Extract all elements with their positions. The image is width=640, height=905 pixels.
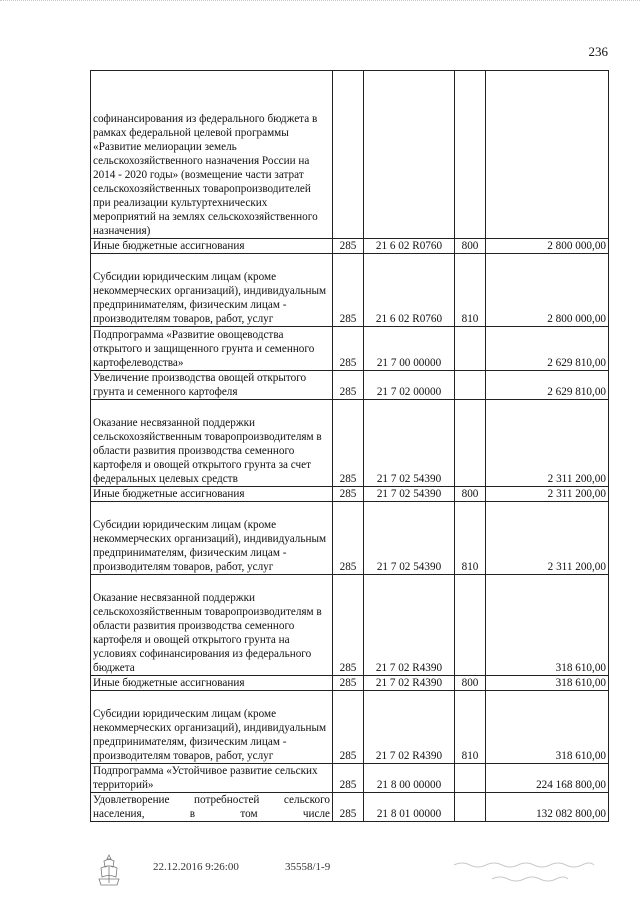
row-sum-cell: 318 610,00 bbox=[486, 575, 609, 676]
table-row bbox=[91, 676, 609, 691]
table-row bbox=[91, 793, 609, 822]
row-name: Подпрограмма «Развитие овощеводства открытого и защищенного грунта и семенного картофелеводства» bbox=[93, 329, 315, 369]
row-name-cell bbox=[91, 239, 333, 254]
row-code-cell: 21 7 02 R4390 bbox=[364, 676, 455, 691]
row-name: Удовлетворение потребностей сельского населения, в том числе bbox=[93, 794, 330, 820]
row-code-cell: 21 7 00 00000 bbox=[364, 327, 455, 371]
row-sum-cell: 2 800 000,00 bbox=[486, 239, 609, 254]
row-vr-cell: 810 bbox=[455, 254, 486, 327]
table-row bbox=[91, 691, 609, 764]
row-name-cell bbox=[91, 764, 333, 793]
row-name-cell bbox=[91, 327, 333, 371]
row-name-cell bbox=[91, 400, 333, 487]
row-adm-cell bbox=[333, 71, 364, 239]
row-name-cell bbox=[91, 254, 333, 327]
row-code-cell: 21 7 02 R4390 bbox=[364, 691, 455, 764]
row-sum-cell bbox=[486, 71, 609, 239]
row-code-cell: 21 7 02 54390 bbox=[364, 400, 455, 487]
illegible-stamp bbox=[452, 855, 600, 885]
footer-doc-number: 35558/1-9 bbox=[285, 861, 331, 873]
row-name-cell bbox=[91, 793, 333, 822]
row-name: софинансирования из федерального бюджета в рамках федеральной целевой программы «Развитие мелиорации земель сельскохозяйственного назначения России на 2014 - 2020 годы» (возмещение части затрат сельскохозяйственных товаропроизводителей при реализации культуртехнических мероприятий на землях сельскохозяйственного назначения) bbox=[93, 113, 318, 237]
row-name: Увеличение производства овощей открытого грунта и семенного картофеля bbox=[93, 372, 307, 398]
row-name: Субсидии юридическим лицам (кроме некоммерческих организаций), индивидуальным предпринимателям, физическим лицам - производителям товаров, работ, услуг bbox=[93, 519, 327, 573]
row-name: Субсидии юридическим лицам (кроме некоммерческих организаций), индивидуальным предпринимателям, физическим лицам - производителям товаров, работ, услуг bbox=[93, 271, 327, 325]
row-name-cell bbox=[91, 502, 333, 575]
scan-edge bbox=[0, 0, 640, 7]
row-sum-cell: 318 610,00 bbox=[486, 676, 609, 691]
row-sum-cell: 318 610,00 bbox=[486, 691, 609, 764]
table-row bbox=[91, 254, 609, 327]
row-code-cell: 21 6 02 R0760 bbox=[364, 254, 455, 327]
row-name: Иные бюджетные ассигнования bbox=[93, 240, 245, 252]
row-name-cell bbox=[91, 691, 333, 764]
row-adm-cell: 285 bbox=[333, 371, 364, 400]
row-vr-cell: 800 bbox=[455, 487, 486, 502]
page-number: 236 bbox=[588, 44, 608, 59]
row-sum-cell: 224 168 800,00 bbox=[486, 764, 609, 793]
row-sum-cell: 2 629 810,00 bbox=[486, 371, 609, 400]
row-vr-cell bbox=[455, 400, 486, 487]
row-name-cell bbox=[91, 575, 333, 676]
table-row bbox=[91, 71, 609, 239]
row-name: Оказание несвязанной поддержки сельскохозяйственным товаропроизводителям в области развития производства семенного картофеля и овощей открытого грунта на условиях софинансирования из федерального бюджета bbox=[93, 592, 322, 674]
table-row bbox=[91, 487, 609, 502]
table-row bbox=[91, 575, 609, 676]
row-name: Подпрограмма «Устойчивое развитие сельских территорий» bbox=[93, 765, 318, 791]
row-name: Иные бюджетные ассигнования bbox=[93, 677, 245, 689]
row-vr-cell: 800 bbox=[455, 239, 486, 254]
row-name-cell bbox=[91, 487, 333, 502]
table-row bbox=[91, 327, 609, 371]
row-vr-cell: 800 bbox=[455, 676, 486, 691]
row-adm-cell: 285 bbox=[333, 400, 364, 487]
table-row bbox=[91, 400, 609, 487]
row-name-cell bbox=[91, 676, 333, 691]
row-code-cell bbox=[364, 71, 455, 239]
row-name: Иные бюджетные ассигнования bbox=[93, 488, 245, 500]
row-name: Субсидии юридическим лицам (кроме некоммерческих организаций), индивидуальным предпринимателям, физическим лицам - производителям товаров, работ, услуг bbox=[93, 708, 327, 762]
row-sum-cell: 2 311 200,00 bbox=[486, 502, 609, 575]
row-adm-cell: 285 bbox=[333, 327, 364, 371]
row-code-cell: 21 7 02 00000 bbox=[364, 371, 455, 400]
row-sum-cell: 132 082 800,00 bbox=[486, 793, 609, 822]
row-adm-cell: 285 bbox=[333, 793, 364, 822]
row-adm-cell: 285 bbox=[333, 254, 364, 327]
table-row bbox=[91, 502, 609, 575]
table-row bbox=[91, 239, 609, 254]
row-name-cell bbox=[91, 371, 333, 400]
row-code-cell: 21 7 02 R4390 bbox=[364, 575, 455, 676]
row-adm-cell: 285 bbox=[333, 502, 364, 575]
row-vr-cell bbox=[455, 327, 486, 371]
row-code-cell: 21 7 02 54390 bbox=[364, 502, 455, 575]
row-sum-cell: 2 311 200,00 bbox=[486, 487, 609, 502]
row-vr-cell bbox=[455, 793, 486, 822]
row-vr-cell bbox=[455, 764, 486, 793]
row-adm-cell: 285 bbox=[333, 676, 364, 691]
row-vr-cell: 810 bbox=[455, 691, 486, 764]
row-name-cell bbox=[91, 71, 333, 239]
row-code-cell: 21 6 02 R0760 bbox=[364, 239, 455, 254]
row-vr-cell bbox=[455, 371, 486, 400]
row-code-cell: 21 8 01 00000 bbox=[364, 793, 455, 822]
row-adm-cell: 285 bbox=[333, 691, 364, 764]
row-adm-cell: 285 bbox=[333, 239, 364, 254]
row-vr-cell bbox=[455, 575, 486, 676]
row-sum-cell: 2 629 810,00 bbox=[486, 327, 609, 371]
row-code-cell: 21 7 02 54390 bbox=[364, 487, 455, 502]
row-name: Оказание несвязанной поддержки сельскохозяйственным товаропроизводителям в области развития производства семенного картофеля и овощей открытого грунта за счет федеральных целевых средств bbox=[93, 417, 322, 485]
table-row bbox=[91, 371, 609, 400]
footer-date: 22.12.2016 9:26:00 bbox=[153, 861, 239, 873]
row-vr-cell bbox=[455, 71, 486, 239]
row-vr-cell: 810 bbox=[455, 502, 486, 575]
row-sum-cell: 2 800 000,00 bbox=[486, 254, 609, 327]
row-adm-cell: 285 bbox=[333, 487, 364, 502]
row-sum-cell: 2 311 200,00 bbox=[486, 400, 609, 487]
emblem-logo bbox=[96, 853, 122, 887]
budget-table bbox=[90, 70, 609, 822]
table-row bbox=[91, 764, 609, 793]
row-adm-cell: 285 bbox=[333, 764, 364, 793]
row-code-cell: 21 8 00 00000 bbox=[364, 764, 455, 793]
row-adm-cell: 285 bbox=[333, 575, 364, 676]
